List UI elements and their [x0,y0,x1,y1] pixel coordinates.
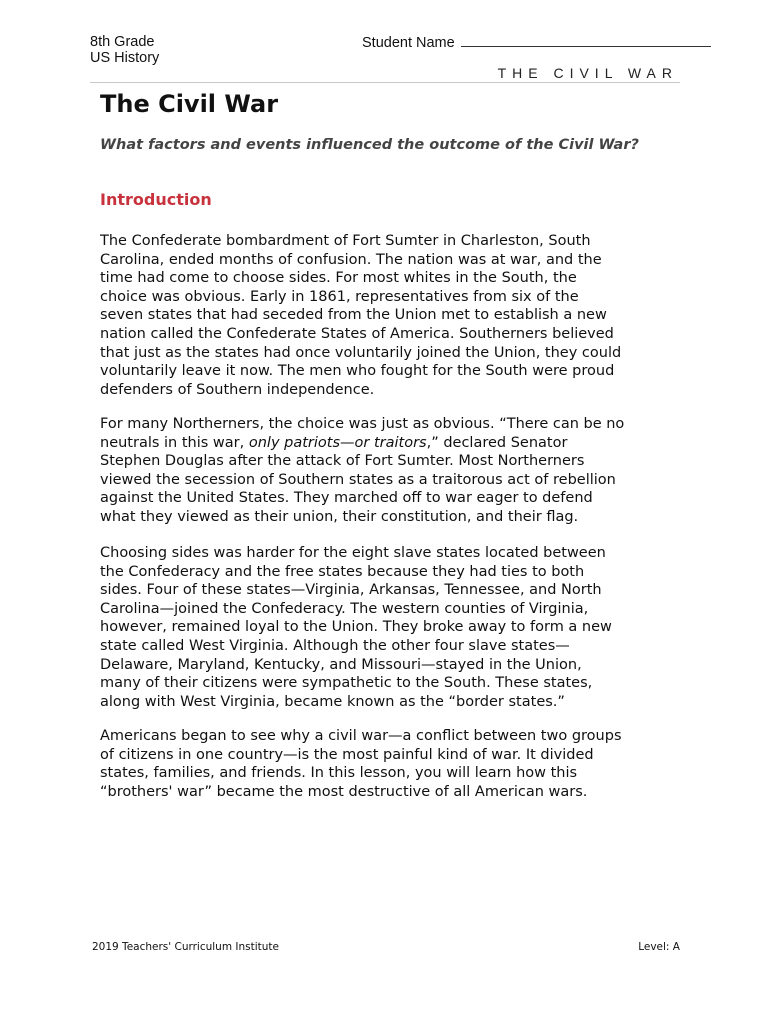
quote-lead: neutrals in this war, [100,434,245,451]
paragraph-line: viewed the secession of Southern states as a traitorous act of rebellion [100,471,616,488]
footer-copyright: 2019 Teachers' Curriculum Institute [92,941,280,953]
header-divider [90,82,680,83]
paragraph-line: that just as the states had once voluntarily joined the Union, they could [100,344,622,361]
paragraph-line: choice was obvious. Early in 1861, representatives from six of the [100,288,579,305]
paragraph-line: Carolina, ended months of confusion. The nation was at war, and the [100,251,602,268]
footer-level: Level: A [638,941,680,953]
paragraph-line: seven states that had seceded from the Union met to establish a new [100,307,607,324]
student-name-blank [461,34,711,47]
paragraph-line: sides. Four of these states—Virginia, Arkansas, Tennessee, and North [100,582,602,599]
student-name-field [362,34,711,52]
paragraph-line: “brothers' war” became the most destructive of all American wars. [100,783,588,800]
paragraph-line: time had come to choose sides. For most whites in the South, the [100,270,577,287]
paragraph-line: nation called the Confederate States of America. Southerners believed [100,325,614,342]
paragraph-line: what they viewed as their union, their constitution, and their flag. [100,508,579,525]
student-name-label: Student Name [362,35,455,51]
paragraph-line: state called West Virginia. Although the other four slave states— [100,637,570,654]
paragraph-line: however, remained loyal to the Union. They broke away to form a new [100,619,612,636]
paragraph-line: Carolina—joined the Confederacy. The western counties of Virginia, [100,600,589,617]
paragraph-line: many of their citizens were sympathetic to the South. These states, [100,675,593,692]
paragraph-1 [100,232,680,399]
paragraph-line: of citizens in one country—is the most painful kind of war. It divided [100,746,594,763]
paragraph-line: along with West Virginia, became known as the “border states.” [100,693,565,710]
paragraph-line: Stephen Douglas after the attack of Fort Sumter. Most Northerners [100,453,585,470]
subject-label: US History [90,50,160,66]
paragraph-line: For many Northerners, the choice was just as obvious. “There can be no [100,416,625,432]
paragraph-line: defenders of Southern independence. [100,381,375,398]
paragraph-line: The Confederate bombardment of Fort Sumter in Charleston, South [100,233,591,249]
page-title: The Civil War [100,90,279,118]
quote-italic: only patriots—or traitors [248,434,427,451]
section-heading: Introduction [100,190,212,209]
paragraph-4 [100,727,680,801]
paragraph-line: voluntarily leave it now. The men who fought for the South were proud [100,363,615,380]
paragraph-line: Delaware, Maryland, Kentucky, and Missouri—stayed in the Union, [100,656,582,673]
grade-label: 8th Grade [90,34,155,50]
paragraph-line: states, families, and friends. In this lesson, you will learn how this [100,765,578,782]
paragraph-line: Americans began to see why a civil war—a conflict between two groups [100,728,622,744]
paragraph-line: against the United States. They marched off to war eager to defend [100,490,593,507]
paragraph-line: the Confederacy and the free states because they had ties to both [100,563,585,580]
paragraph-3 [100,544,680,711]
paragraph-2 [100,415,680,527]
paragraph-line-with-quote [100,434,680,453]
essential-question: What factors and events influenced the outcome of the Civil War? [100,137,639,153]
unit-title: THE CIVIL WAR [497,65,678,81]
paragraph-line: Choosing sides was harder for the eight slave states located between [100,545,606,561]
quote-tail: ,” declared Senator [426,434,568,451]
